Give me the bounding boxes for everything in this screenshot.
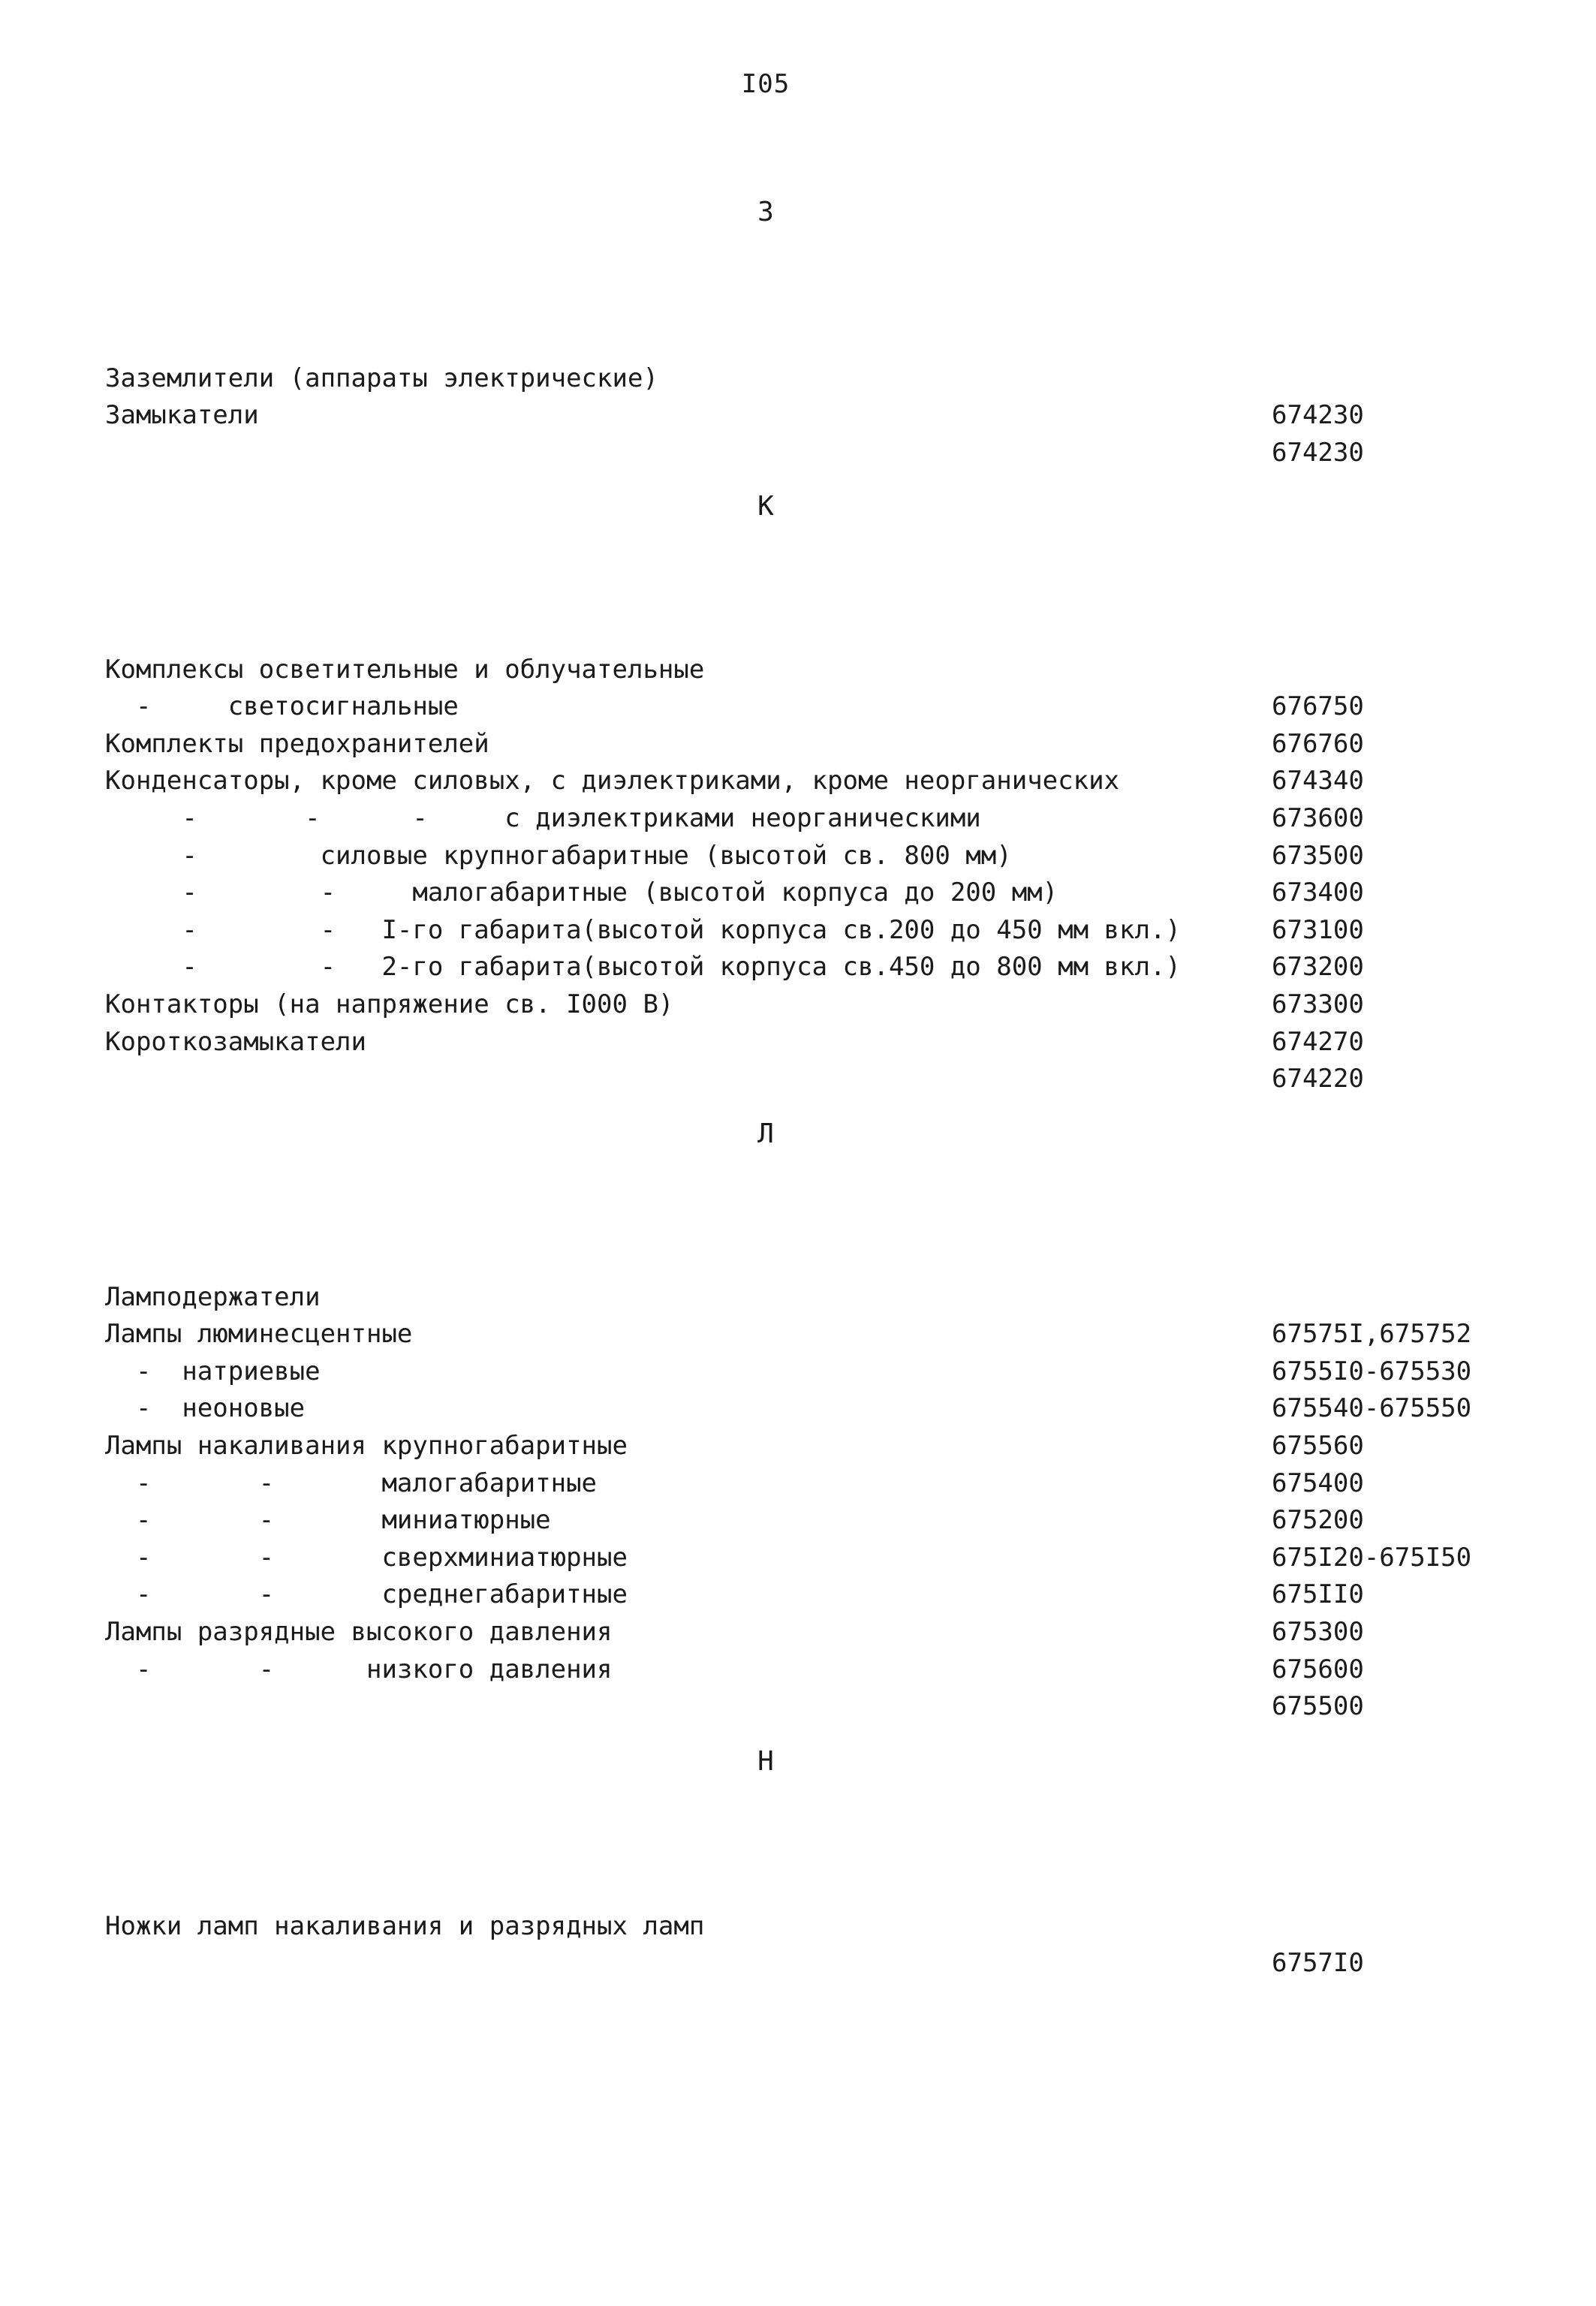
entry-text: - - низкого давления <box>105 1654 613 1684</box>
entry-code: 675500 <box>1272 1691 1364 1722</box>
entry-code: 673600 <box>1272 802 1364 833</box>
entry-text: Комплекты предохранителей <box>105 728 489 759</box>
entry-code: 674230 <box>1272 400 1364 431</box>
entry-code: 676750 <box>1272 691 1364 722</box>
entry-code: 67575I,675752 <box>1272 1319 1472 1350</box>
entry-code: 674230 <box>1272 437 1364 468</box>
entry-code: 673200 <box>1272 952 1364 983</box>
entry-code: 675600 <box>1272 1654 1364 1684</box>
entry-code: 674220 <box>1272 1064 1364 1094</box>
entry-text: - - малогабаритные <box>105 1468 598 1498</box>
entry-text: - неоновые <box>105 1393 306 1424</box>
entry-code: 673300 <box>1272 989 1364 1019</box>
entry-text: - натриевые <box>105 1356 321 1386</box>
entry-code: 675540-675550 <box>1272 1393 1472 1424</box>
entry-text: Ламподержатели <box>105 1281 321 1312</box>
section-entries-l <box>0 1242 1596 1722</box>
section-letter-k: К <box>757 491 774 522</box>
entry-code: 675200 <box>1272 1505 1364 1536</box>
entry-text: - - малогабаритные (высотой корпуса до 200 мм) <box>105 878 1058 908</box>
entry-text: - - 2-го габарита(высотой корпуса св.450 до 800 мм вкл.) <box>105 952 1181 983</box>
entry-text: Лампы люминесцентные <box>105 1319 413 1350</box>
entry-code: 675560 <box>1272 1430 1364 1461</box>
entry-text: - - миниатюрные <box>105 1505 551 1536</box>
entry-text: - силовые крупногабаритные (высотой св. 800 мм) <box>105 840 1012 871</box>
page-number: I05 <box>741 69 790 99</box>
list-item <box>0 1871 1596 1979</box>
entry-code: 6757I0 <box>1272 1948 1364 1979</box>
section-letter-z: З <box>757 197 774 227</box>
entry-code: 673100 <box>1272 914 1364 945</box>
entry-text: - - сверхминиатюрные <box>105 1542 628 1573</box>
entry-text: Ножки ламп накаливания и разрядных ламп <box>105 1910 705 1941</box>
entry-text: Короткозамыкатели <box>105 1026 366 1057</box>
entry-text: Замыкатели <box>105 400 259 431</box>
entry-code: 675400 <box>1272 1468 1364 1498</box>
entry-text: - - - с диэлектриками неорганическими <box>105 802 981 833</box>
entry-text: Комплексы осветительные и облучательные <box>105 654 705 685</box>
section-letter-l: Л <box>757 1118 774 1149</box>
entry-code: 674270 <box>1272 1026 1364 1057</box>
entry-text: - - среднегабаритные <box>105 1579 628 1610</box>
entry-text: Лампы накаливания крупногабаритные <box>105 1430 628 1461</box>
entry-text: Конденсаторы, кроме силовых, с диэлектриками, кроме неорганических <box>105 766 1120 796</box>
entry-text: Лампы разрядные высокого давления <box>105 1616 613 1647</box>
entry-code: 676760 <box>1272 728 1364 759</box>
list-item <box>0 360 1596 468</box>
entry-text: - - I-го габарита(высотой корпуса св.200 до 450 мм вкл.) <box>105 914 1181 945</box>
entry-code: 675II0 <box>1272 1579 1364 1610</box>
section-letter-n: Н <box>757 1746 774 1777</box>
section-entries-k <box>0 614 1596 1094</box>
entry-code: 675I20-675I50 <box>1272 1542 1472 1573</box>
entry-code: 673400 <box>1272 878 1364 908</box>
entry-code: 674340 <box>1272 766 1364 796</box>
section-entries-z <box>0 323 1596 468</box>
entry-text: Заземлители (аппараты электрические) <box>105 363 658 393</box>
entry-code: 6755I0-675530 <box>1272 1356 1472 1386</box>
entry-text: Контакторы (на напряжение св. I000 В) <box>105 989 674 1019</box>
entry-code: 673500 <box>1272 840 1364 871</box>
section-entries-n <box>0 1871 1596 1979</box>
entry-text: - светосигнальные <box>105 691 459 722</box>
entry-code: 675300 <box>1272 1616 1364 1647</box>
